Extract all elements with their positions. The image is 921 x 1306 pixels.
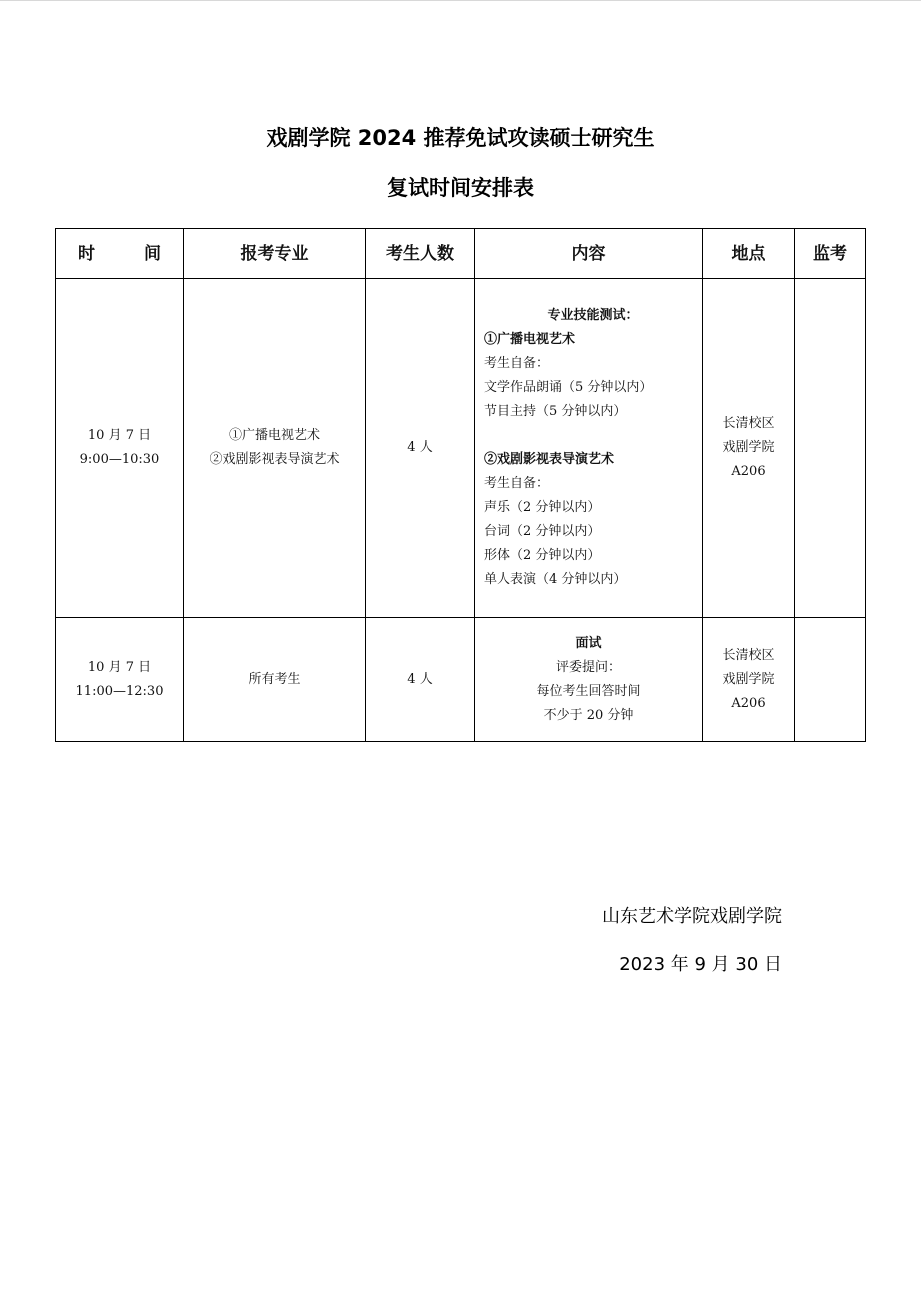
content-line: 单人表演（4 分钟以内） (484, 572, 627, 587)
content-section-title: ②戏剧影视表导演艺术 (484, 452, 615, 467)
location-line: A206 (731, 464, 766, 479)
cell-major: 所有考生 (184, 618, 366, 742)
cell-major (184, 279, 366, 618)
content-line: 台词（2 分钟以内） (484, 524, 601, 539)
location-line: 戏剧学院 (722, 671, 775, 687)
content-line: 节目主持（5 分钟以内） (484, 404, 627, 419)
header-content: 内容 (475, 229, 703, 279)
header-time-char-1: 时 (78, 243, 95, 264)
document-title: 戏剧学院 2024 推荐免试攻读硕士研究生 (266, 126, 655, 150)
cell-proctor (795, 279, 866, 618)
location-line: 戏剧学院 (722, 440, 775, 455)
session-date: 10 月 7 日 (87, 428, 152, 443)
header-time-char-2: 间 (144, 243, 161, 264)
page-border-line (0, 0, 921, 1)
content-line: 不少于 20 分钟 (543, 707, 634, 723)
cell-proctor (795, 618, 866, 742)
header-major: 报考专业 (184, 229, 366, 279)
issue-date: 2023 年 9 月 30 日 (619, 954, 782, 975)
header-location: 地点 (703, 229, 795, 279)
location-line: 长清校区 (722, 647, 775, 663)
content-spacer (484, 424, 702, 448)
session-time: 9:00—10:30 (79, 452, 160, 467)
table-row (56, 618, 866, 742)
location-line: 长清校区 (722, 416, 775, 431)
content-line: 考生自备： (484, 356, 550, 371)
cell-time (56, 279, 184, 618)
cell-content (475, 279, 703, 618)
schedule-table (55, 228, 866, 742)
content-line: 声乐（2 分钟以内） (484, 500, 601, 515)
document-subtitle: 复试时间安排表 (387, 176, 534, 200)
content-line: 文学作品朗诵（5 分钟以内） (484, 380, 653, 395)
cell-time (56, 618, 184, 742)
table-header-row (56, 229, 866, 279)
session-date: 10 月 7 日 (87, 659, 152, 675)
cell-count: 4 人 (366, 618, 475, 742)
content-line: 每位考生回答时间 (536, 683, 641, 699)
major-item: ②戏剧影视表导演艺术 (209, 452, 340, 467)
content-line: 考生自备： (484, 476, 550, 491)
issuing-organization: 山东艺术学院戏剧学院 (602, 906, 782, 927)
cell-location (703, 279, 795, 618)
location-line: A206 (731, 695, 766, 711)
header-time (56, 229, 184, 279)
cell-content (475, 618, 703, 742)
major-item: ①广播电视艺术 (228, 428, 320, 443)
content-heading: 面试 (575, 635, 602, 651)
header-count: 考生人数 (366, 229, 475, 279)
cell-count: 4 人 (366, 279, 475, 618)
header-proctor: 监考 (795, 229, 866, 279)
content-heading: 专业技能测试： (547, 308, 639, 323)
content-line: 形体（2 分钟以内） (484, 548, 601, 563)
session-time: 11:00—12:30 (75, 683, 164, 699)
table-row (56, 279, 866, 618)
content-section-title: ①广播电视艺术 (484, 332, 576, 347)
content-line: 评委提问： (555, 659, 621, 675)
cell-location (703, 618, 795, 742)
